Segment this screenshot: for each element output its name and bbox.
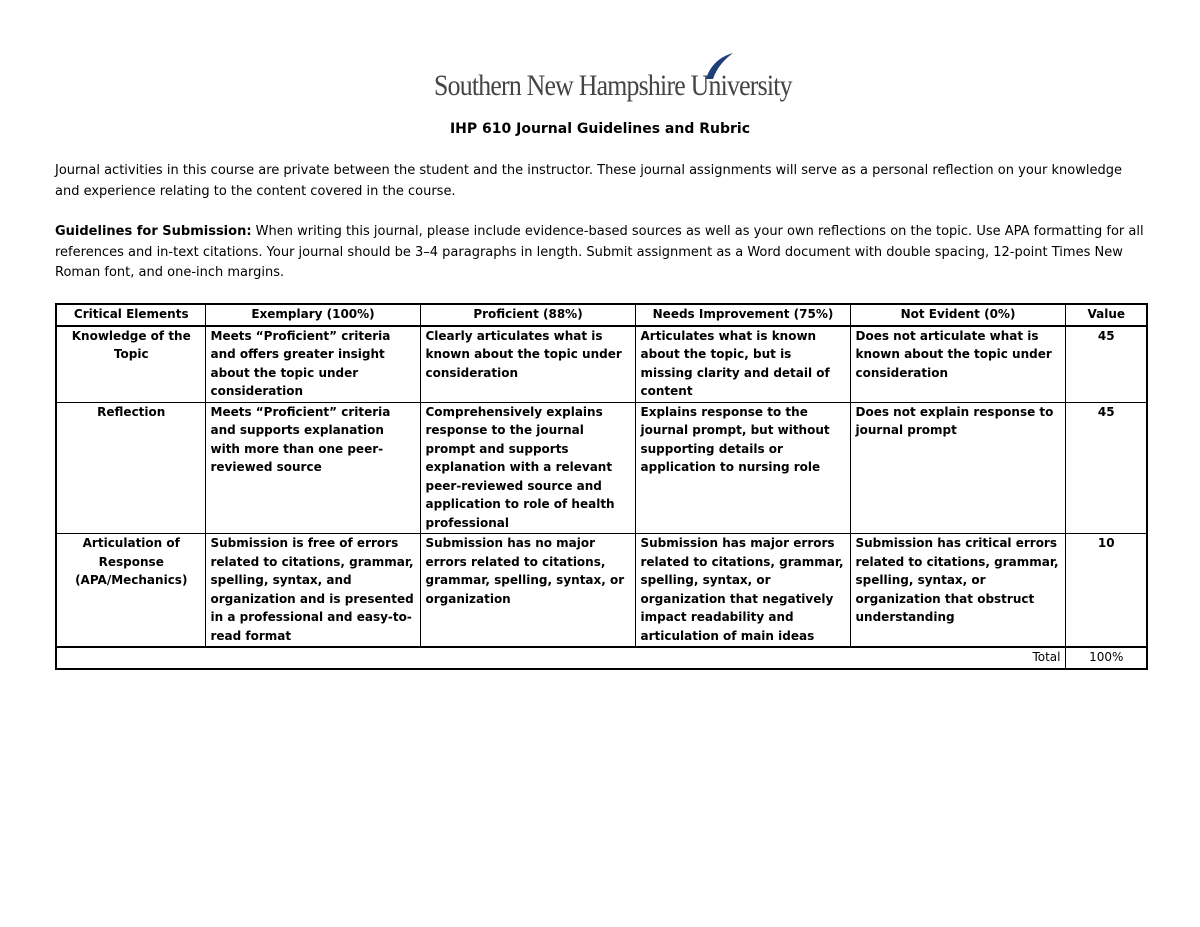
exemplary-cell: Submission is free of errors related to citations, grammar, spelling, syntax, and organization and is presented in a professional and easy-to-read format: [205, 534, 420, 648]
swoosh-icon: [704, 52, 734, 82]
proficient-cell: Comprehensively explains response to the journal prompt and supports explanation with a relevant peer-reviewed source and application to role of health professional: [420, 402, 635, 534]
guidelines-label: Guidelines for Submission:: [55, 224, 252, 239]
value-cell: 45: [1065, 402, 1147, 534]
total-value: 100%: [1065, 647, 1147, 669]
intro-paragraph: Journal activities in this course are private between the student and the instructor. These journal assignments will serve as a personal reflection on your knowledge and experience relating to the content covered in the course.: [55, 163, 1122, 199]
not-evident-cell: Does not explain response to journal prompt: [850, 402, 1065, 534]
exemplary-cell: Meets “Proficient” criteria and supports explanation with more than one peer-reviewed source: [205, 402, 420, 534]
critical-element-cell: Articulation of Response (APA/Mechanics): [56, 534, 205, 648]
total-label: Total: [56, 647, 1065, 669]
needs-improvement-cell: Submission has major errors related to citations, grammar, spelling, syntax, or organization that negatively impact readability and articulation of main ideas: [635, 534, 850, 648]
column-header: Needs Improvement (75%): [635, 304, 850, 326]
column-header: Proficient (88%): [420, 304, 635, 326]
column-header: Not Evident (0%): [850, 304, 1065, 326]
rubric-table: [55, 303, 1148, 670]
not-evident-cell: Does not articulate what is known about the topic under consideration: [850, 326, 1065, 403]
university-logo: [434, 52, 792, 104]
guidelines-text: When writing this journal, please include evidence-based sources as well as your own reflections on the topic. Use APA formatting for all references and in-text citations. Your journal should be 3–4 paragraphs in length. Submit assignment as a Word document with double spacing, 12-point Times New Roman font, and one-inch margins.: [55, 224, 1144, 280]
value-cell: 45: [1065, 326, 1147, 403]
proficient-cell: Submission has no major errors related to citations, grammar, spelling, syntax, or organization: [420, 534, 635, 648]
table-row: [56, 402, 1147, 534]
guidelines-paragraph: [55, 222, 1147, 284]
proficient-cell: Clearly articulates what is known about the topic under consideration: [420, 326, 635, 403]
critical-element-cell: Knowledge of the Topic: [56, 326, 205, 403]
total-row: [56, 647, 1147, 669]
table-row: [56, 534, 1147, 648]
needs-improvement-cell: Explains response to the journal prompt, but without supporting details or application to nursing role: [635, 402, 850, 534]
table-row: [56, 326, 1147, 403]
exemplary-cell: Meets “Proficient” criteria and offers greater insight about the topic under consideration: [205, 326, 420, 403]
logo-text: Southern New Hampshire University: [434, 69, 792, 102]
column-header: Value: [1065, 304, 1147, 326]
document-title: IHP 610 Journal Guidelines and Rubric: [449, 121, 751, 137]
not-evident-cell: Submission has critical errors related to citations, grammar, spelling, syntax, or organization that obstruct understanding: [850, 534, 1065, 648]
table-header-row: [56, 304, 1147, 326]
critical-element-cell: Reflection: [56, 402, 205, 534]
column-header: Critical Elements: [56, 304, 205, 326]
column-header: Exemplary (100%): [205, 304, 420, 326]
needs-improvement-cell: Articulates what is known about the topic, but is missing clarity and detail of content: [635, 326, 850, 403]
value-cell: 10: [1065, 534, 1147, 648]
